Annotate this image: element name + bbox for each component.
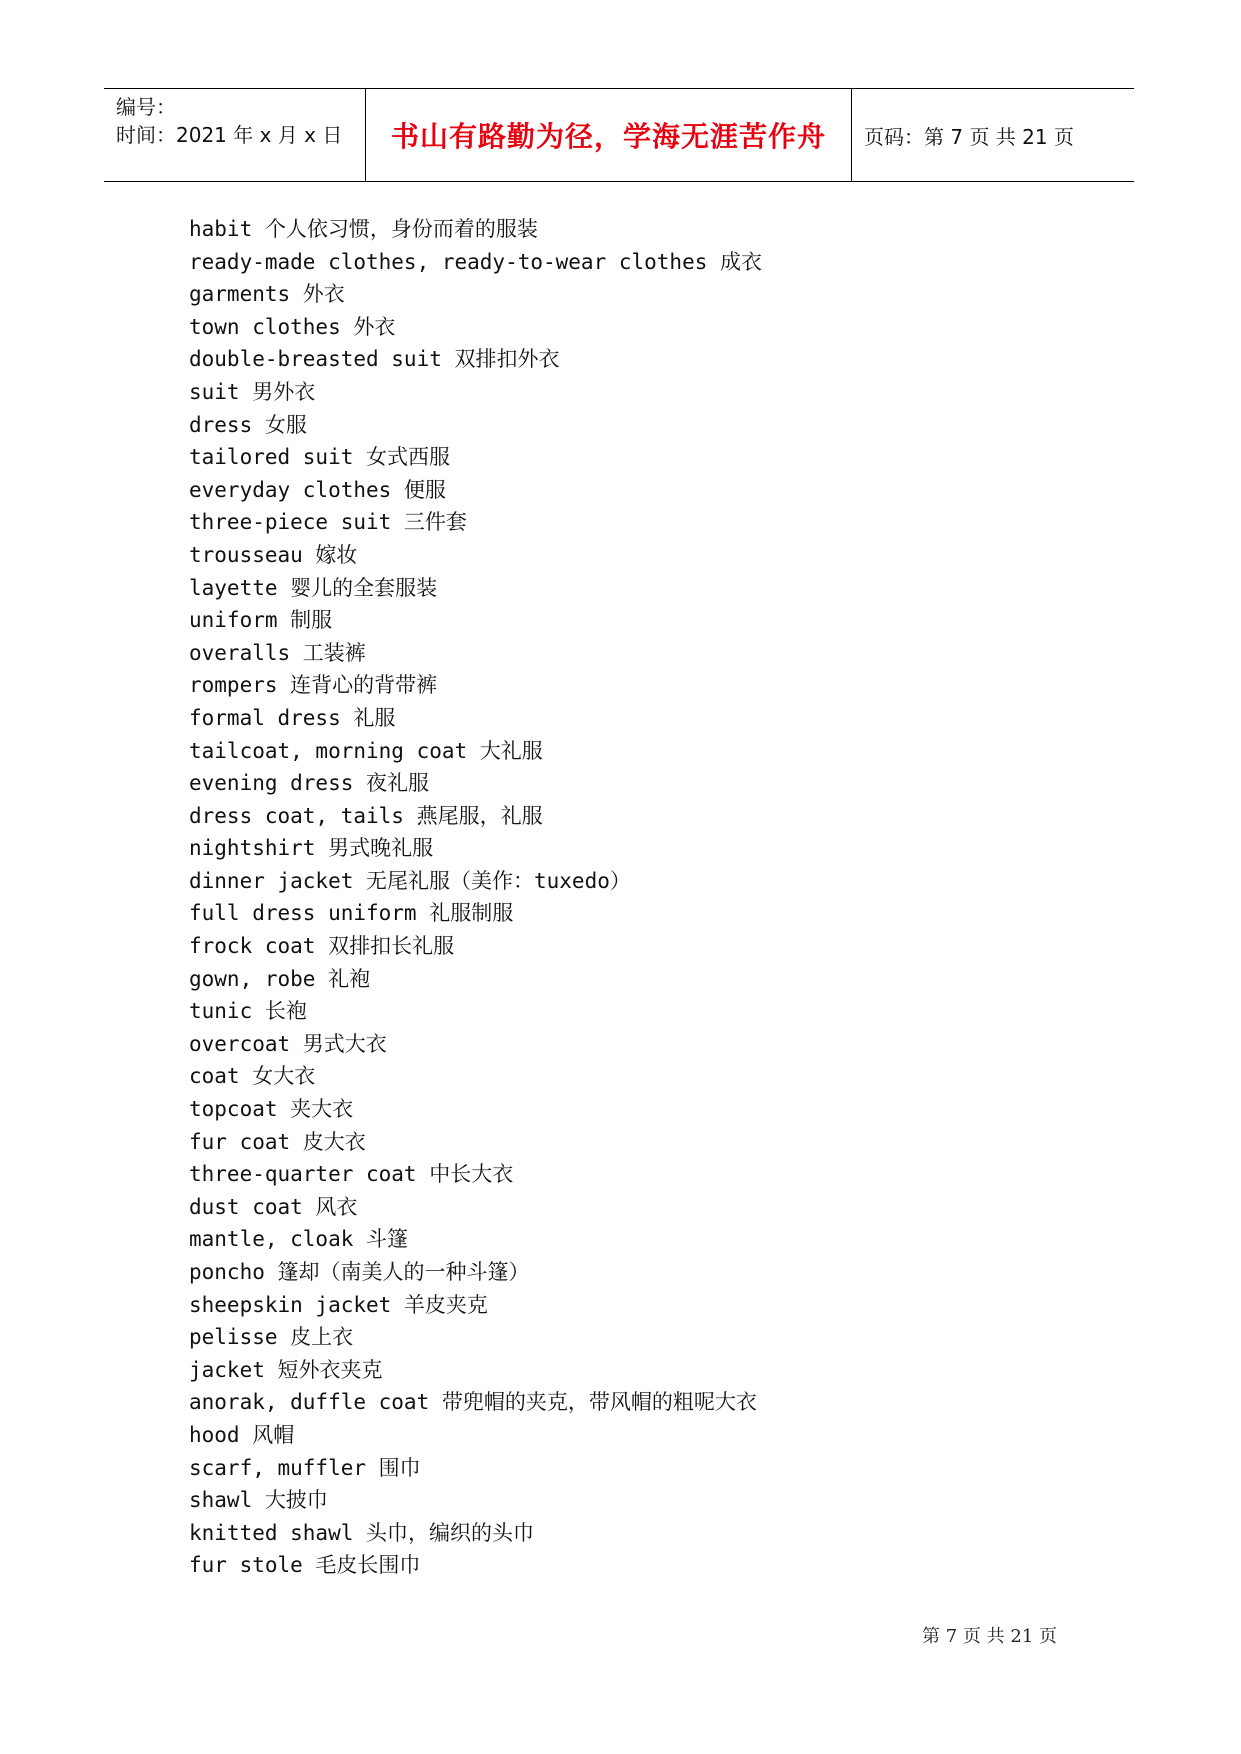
vocabulary-entry: overalls 工装裤 [189,640,366,665]
header-motto: 书山有路勤为径，学海无涯苦作舟 [366,89,852,181]
vocabulary-entry: rompers 连背心的背带裤 [189,673,438,698]
vocabulary-entry: mantle, cloak 斗篷 [189,1227,409,1252]
vocabulary-entry: frock coat 双排扣长礼服 [189,934,455,959]
page-header [104,88,1134,182]
vocabulary-entry: sheepskin jacket 羊皮夹克 [189,1292,488,1317]
vocabulary-entry: coat 女大衣 [189,1064,316,1089]
vocabulary-entry: everyday clothes 便服 [189,477,446,502]
vocabulary-entry: nightshirt 男式晚礼服 [189,836,434,861]
vocabulary-entry: pelisse 皮上衣 [189,1325,354,1350]
vocabulary-entry: suit 男外衣 [189,379,316,404]
vocabulary-entry: formal dress 礼服 [189,705,396,730]
vocabulary-entry: dust coat 风衣 [189,1194,358,1219]
vocabulary-entry: knitted shawl 头巾，编织的头巾 [189,1520,535,1545]
vocabulary-entry: fur stole 毛皮长围巾 [189,1553,421,1578]
vocabulary-entry: layette 婴儿的全套服装 [189,575,438,600]
vocabulary-entry: three-piece suit 三件套 [189,510,467,535]
vocabulary-entry: poncho 篷却（南美人的一种斗篷） [189,1260,530,1284]
vocabulary-entry: dinner jacket 无尾礼服（美作：tuxedo） [189,868,631,893]
vocabulary-entry: dress coat, tails 燕尾服，礼服 [189,803,543,828]
vocabulary-entry: gown, robe 礼袍 [189,966,371,991]
vocabulary-entry: jacket 短外衣夹克 [189,1357,383,1382]
vocabulary-entry: fur coat 皮大衣 [189,1129,366,1154]
vocabulary-entry: uniform 制服 [189,608,333,633]
vocabulary-entry: full dress uniform 礼服制服 [189,901,514,926]
vocabulary-entry: garments 外衣 [189,282,345,307]
vocabulary-entry: habit 个人依习惯，身份而着的服装 [189,217,538,241]
vocabulary-entry: town clothes 外衣 [189,314,396,339]
header-page-code: 页码：第 7 页 共 21 页 [864,124,1074,149]
vocabulary-entry: overcoat 男式大衣 [189,1031,387,1056]
vocabulary-entry: trousseau 嫁妆 [189,542,358,567]
vocabulary-entry: shawl 大披巾 [189,1488,328,1513]
vocabulary-entry: anorak, duffle coat 带兜帽的夹克，带风帽的粗呢大衣 [189,1390,757,1415]
vocabulary-entry: dress 女服 [189,412,307,437]
vocabulary-entry: three-quarter coat 中长大衣 [189,1162,514,1187]
vocabulary-list [189,213,762,1582]
vocabulary-entry: scarf, muffler 围巾 [189,1455,421,1480]
vocabulary-entry: ready-made clothes, ready-to-wear clothes 成衣 [189,249,763,274]
time-label: 时间：2021 年 x 月 x 日 [116,123,343,147]
vocabulary-entry: double-breasted suit 双排扣外衣 [189,347,560,372]
vocabulary-entry: tunic 长袍 [189,999,307,1024]
page-footer: 第 7 页 共 21 页 [922,1626,1057,1647]
number-label: 编号： [116,95,176,119]
vocabulary-entry: topcoat 夹大衣 [189,1097,354,1122]
header-meta [104,89,366,181]
vocabulary-entry: tailcoat, morning coat 大礼服 [189,738,543,763]
vocabulary-entry: tailored suit 女式西服 [189,445,451,470]
vocabulary-entry: evening dress 夜礼服 [189,771,430,796]
vocabulary-entry: hood 风帽 [189,1422,295,1447]
